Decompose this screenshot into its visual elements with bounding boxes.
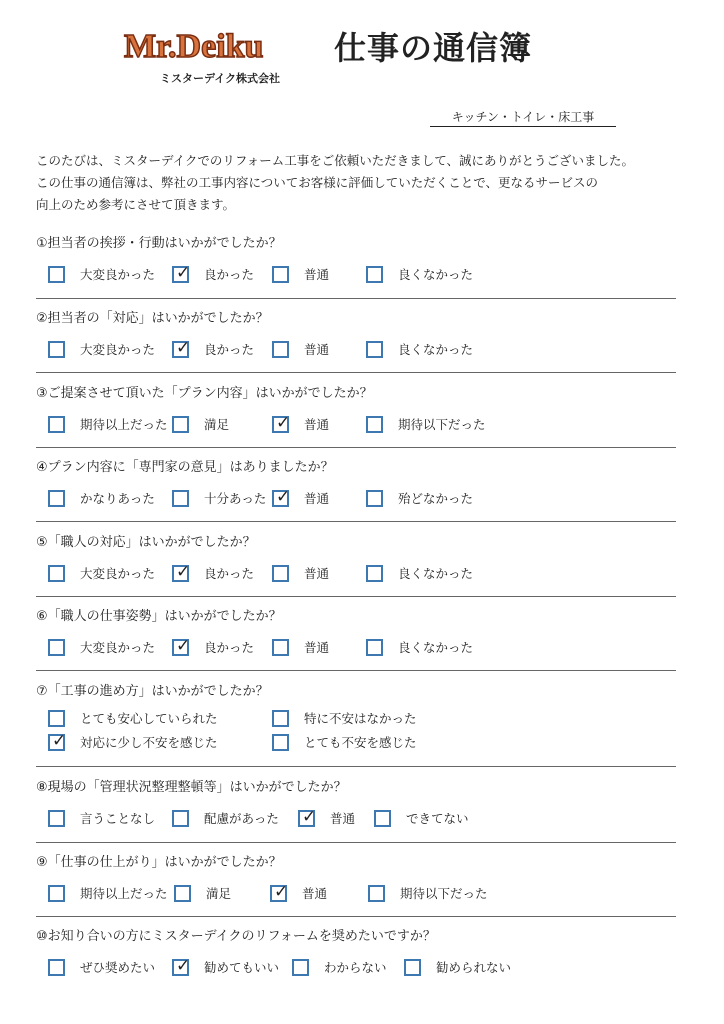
checkbox-box[interactable] (172, 416, 189, 433)
checkbox-box[interactable] (48, 416, 65, 433)
question-text: ⑨「仕事の仕上がり」はいかがでしたか？ (36, 855, 282, 870)
question-text: ④プラン内容に「専門家の意見」はありましたか？ (36, 460, 334, 475)
checkbox-box[interactable] (272, 734, 289, 751)
checkbox-box[interactable] (366, 639, 383, 656)
question-text: ⑤「職人の対応」はいかがでしたか？ (36, 535, 256, 550)
checkbox-box[interactable] (374, 810, 391, 827)
checkmark-icon: ✓ (276, 487, 291, 507)
option-label: 普通 (304, 267, 330, 282)
checkmark-icon: ✓ (176, 636, 191, 656)
question-text: ⑦「工事の進め方」はいかがでしたか？ (36, 684, 269, 699)
checkbox-box[interactable] (368, 885, 385, 902)
checkbox-box[interactable] (272, 639, 289, 656)
option-label: 大変良かった (80, 640, 156, 655)
option-label: 良かった (204, 342, 255, 357)
option-label: 大変良かった (80, 267, 156, 282)
option-label: 良くなかった (398, 267, 474, 282)
option-label: 良くなかった (398, 640, 474, 655)
checkmark-icon: ✓ (274, 882, 289, 902)
checkbox-box[interactable] (366, 490, 383, 507)
checkbox-box[interactable] (48, 639, 65, 656)
checkbox-box[interactable] (404, 959, 421, 976)
option-label: 普通 (304, 417, 330, 432)
checkmark-icon: ✓ (176, 562, 191, 582)
section-divider (36, 372, 676, 373)
section-divider (36, 766, 676, 767)
option-label: 大変良かった (80, 342, 156, 357)
option-label: 普通 (302, 886, 328, 901)
checkbox-box[interactable] (270, 882, 289, 902)
checkbox-box[interactable] (272, 266, 289, 283)
option-label: 普通 (330, 811, 356, 826)
option-label: 特に不安はなかった (304, 711, 417, 726)
section-divider (36, 521, 676, 522)
checkbox-box[interactable] (48, 565, 65, 582)
checkbox-box[interactable] (272, 487, 291, 507)
section-divider (36, 596, 676, 597)
option-label: 良くなかった (398, 342, 474, 357)
option-label: 満足 (206, 886, 232, 901)
option-label: 普通 (304, 342, 330, 357)
option-label: 普通 (304, 640, 330, 655)
checkbox-box[interactable] (48, 885, 65, 902)
checkmark-icon: ✓ (176, 263, 191, 283)
checkbox-box[interactable] (272, 565, 289, 582)
option-label: 十分あった (204, 491, 267, 506)
option-label: かなりあった (80, 491, 155, 506)
checkbox-box[interactable] (174, 885, 191, 902)
logo: Mr.Deiku (124, 28, 264, 65)
intro-line: この仕事の通信簿は、弊社の工事内容についてお客様に評価していただくことで、更なるサービスの (36, 175, 599, 190)
option-label: ぜひ奨めたい (80, 960, 156, 975)
question-text: ⑩お知り合いの方にミスターデイクのリフォームを奨めたいですか？ (36, 929, 436, 944)
option-label: 良かった (204, 267, 255, 282)
option-label: 期待以上だった (80, 417, 168, 432)
checkbox-box[interactable] (366, 266, 383, 283)
checkbox-box[interactable] (172, 956, 191, 976)
section-divider (36, 916, 676, 917)
question-text: ⑧現場の「管理状況整理整頓等」はいかがでしたか？ (36, 780, 347, 795)
checkbox-box[interactable] (172, 338, 191, 358)
checkbox-box[interactable] (48, 810, 65, 827)
option-label: 良かった (204, 566, 255, 581)
option-label: 良くなかった (398, 566, 474, 581)
checkbox-box[interactable] (272, 710, 289, 727)
option-label: できてない (406, 811, 469, 826)
section-divider (36, 298, 676, 299)
checkbox-box[interactable] (272, 413, 291, 433)
checkbox-box[interactable] (48, 266, 65, 283)
checkmark-icon: ✓ (302, 807, 317, 827)
option-label: 期待以下だった (400, 886, 488, 901)
option-label: 満足 (204, 417, 230, 432)
checkmark-icon: ✓ (176, 956, 191, 976)
checkbox-box[interactable] (366, 565, 383, 582)
option-label: 普通 (304, 491, 330, 506)
checkbox-box[interactable] (298, 807, 317, 827)
question-text: ②担当者の「対応」はいかがでしたか？ (36, 311, 269, 326)
checkbox-box[interactable] (172, 810, 189, 827)
intro-line: このたびは、ミスターデイクでのリフォーム工事をご依頼いただきまして、誠にありがとうございました。 (36, 153, 635, 168)
option-label: 期待以上だった (80, 886, 168, 901)
section-divider (36, 670, 676, 671)
option-label: 勧めてもいい (204, 960, 280, 975)
page-title: 仕事の通信簿 (334, 29, 533, 67)
option-label: 言うことなし (80, 811, 156, 826)
checkbox-box[interactable] (48, 731, 67, 751)
checkbox-box[interactable] (292, 959, 309, 976)
checkbox-box[interactable] (172, 636, 191, 656)
option-label: 対応に少し不安を感じた (80, 735, 218, 750)
checkbox-box[interactable] (172, 263, 191, 283)
checkbox-box[interactable] (272, 341, 289, 358)
option-label: 良かった (204, 640, 255, 655)
option-label: とても不安を感じた (304, 735, 417, 750)
option-label: 期待以下だった (398, 417, 486, 432)
checkbox-box[interactable] (172, 490, 189, 507)
section-divider (36, 842, 676, 843)
checkbox-box[interactable] (48, 710, 65, 727)
option-label: 配慮があった (204, 811, 279, 826)
company-name: ミスターデイク株式会社 (160, 72, 281, 85)
option-label: 大変良かった (80, 566, 156, 581)
checkmark-icon: ✓ (52, 731, 67, 751)
option-label: とても安心していられた (80, 711, 218, 726)
question-text: ③ご提案させて頂いた「プラン内容」はいかがでしたか？ (36, 386, 373, 401)
checkbox-box[interactable] (172, 562, 191, 582)
checkmark-icon: ✓ (176, 338, 191, 358)
option-label: 殆どなかった (398, 491, 474, 506)
intro-text (36, 150, 634, 216)
option-label: 普通 (304, 566, 330, 581)
checkbox-box[interactable] (48, 341, 65, 358)
checkmark-icon: ✓ (276, 413, 291, 433)
section-divider (36, 447, 676, 448)
option-label: 勧められない (436, 960, 512, 975)
checkbox-box[interactable] (366, 341, 383, 358)
checkbox-box[interactable] (48, 490, 65, 507)
option-label: わからない (324, 960, 387, 975)
question-text: ⑥「職人の仕事姿勢」はいかがでしたか？ (36, 609, 282, 624)
question-text: ①担当者の挨拶・行動はいかがでしたか？ (36, 236, 282, 251)
work-category: キッチン・トイレ・床工事 (430, 110, 616, 127)
checkbox-box[interactable] (366, 416, 383, 433)
checkbox-box[interactable] (48, 959, 65, 976)
intro-line: 向上のため参考にさせて頂きます。 (36, 197, 236, 212)
